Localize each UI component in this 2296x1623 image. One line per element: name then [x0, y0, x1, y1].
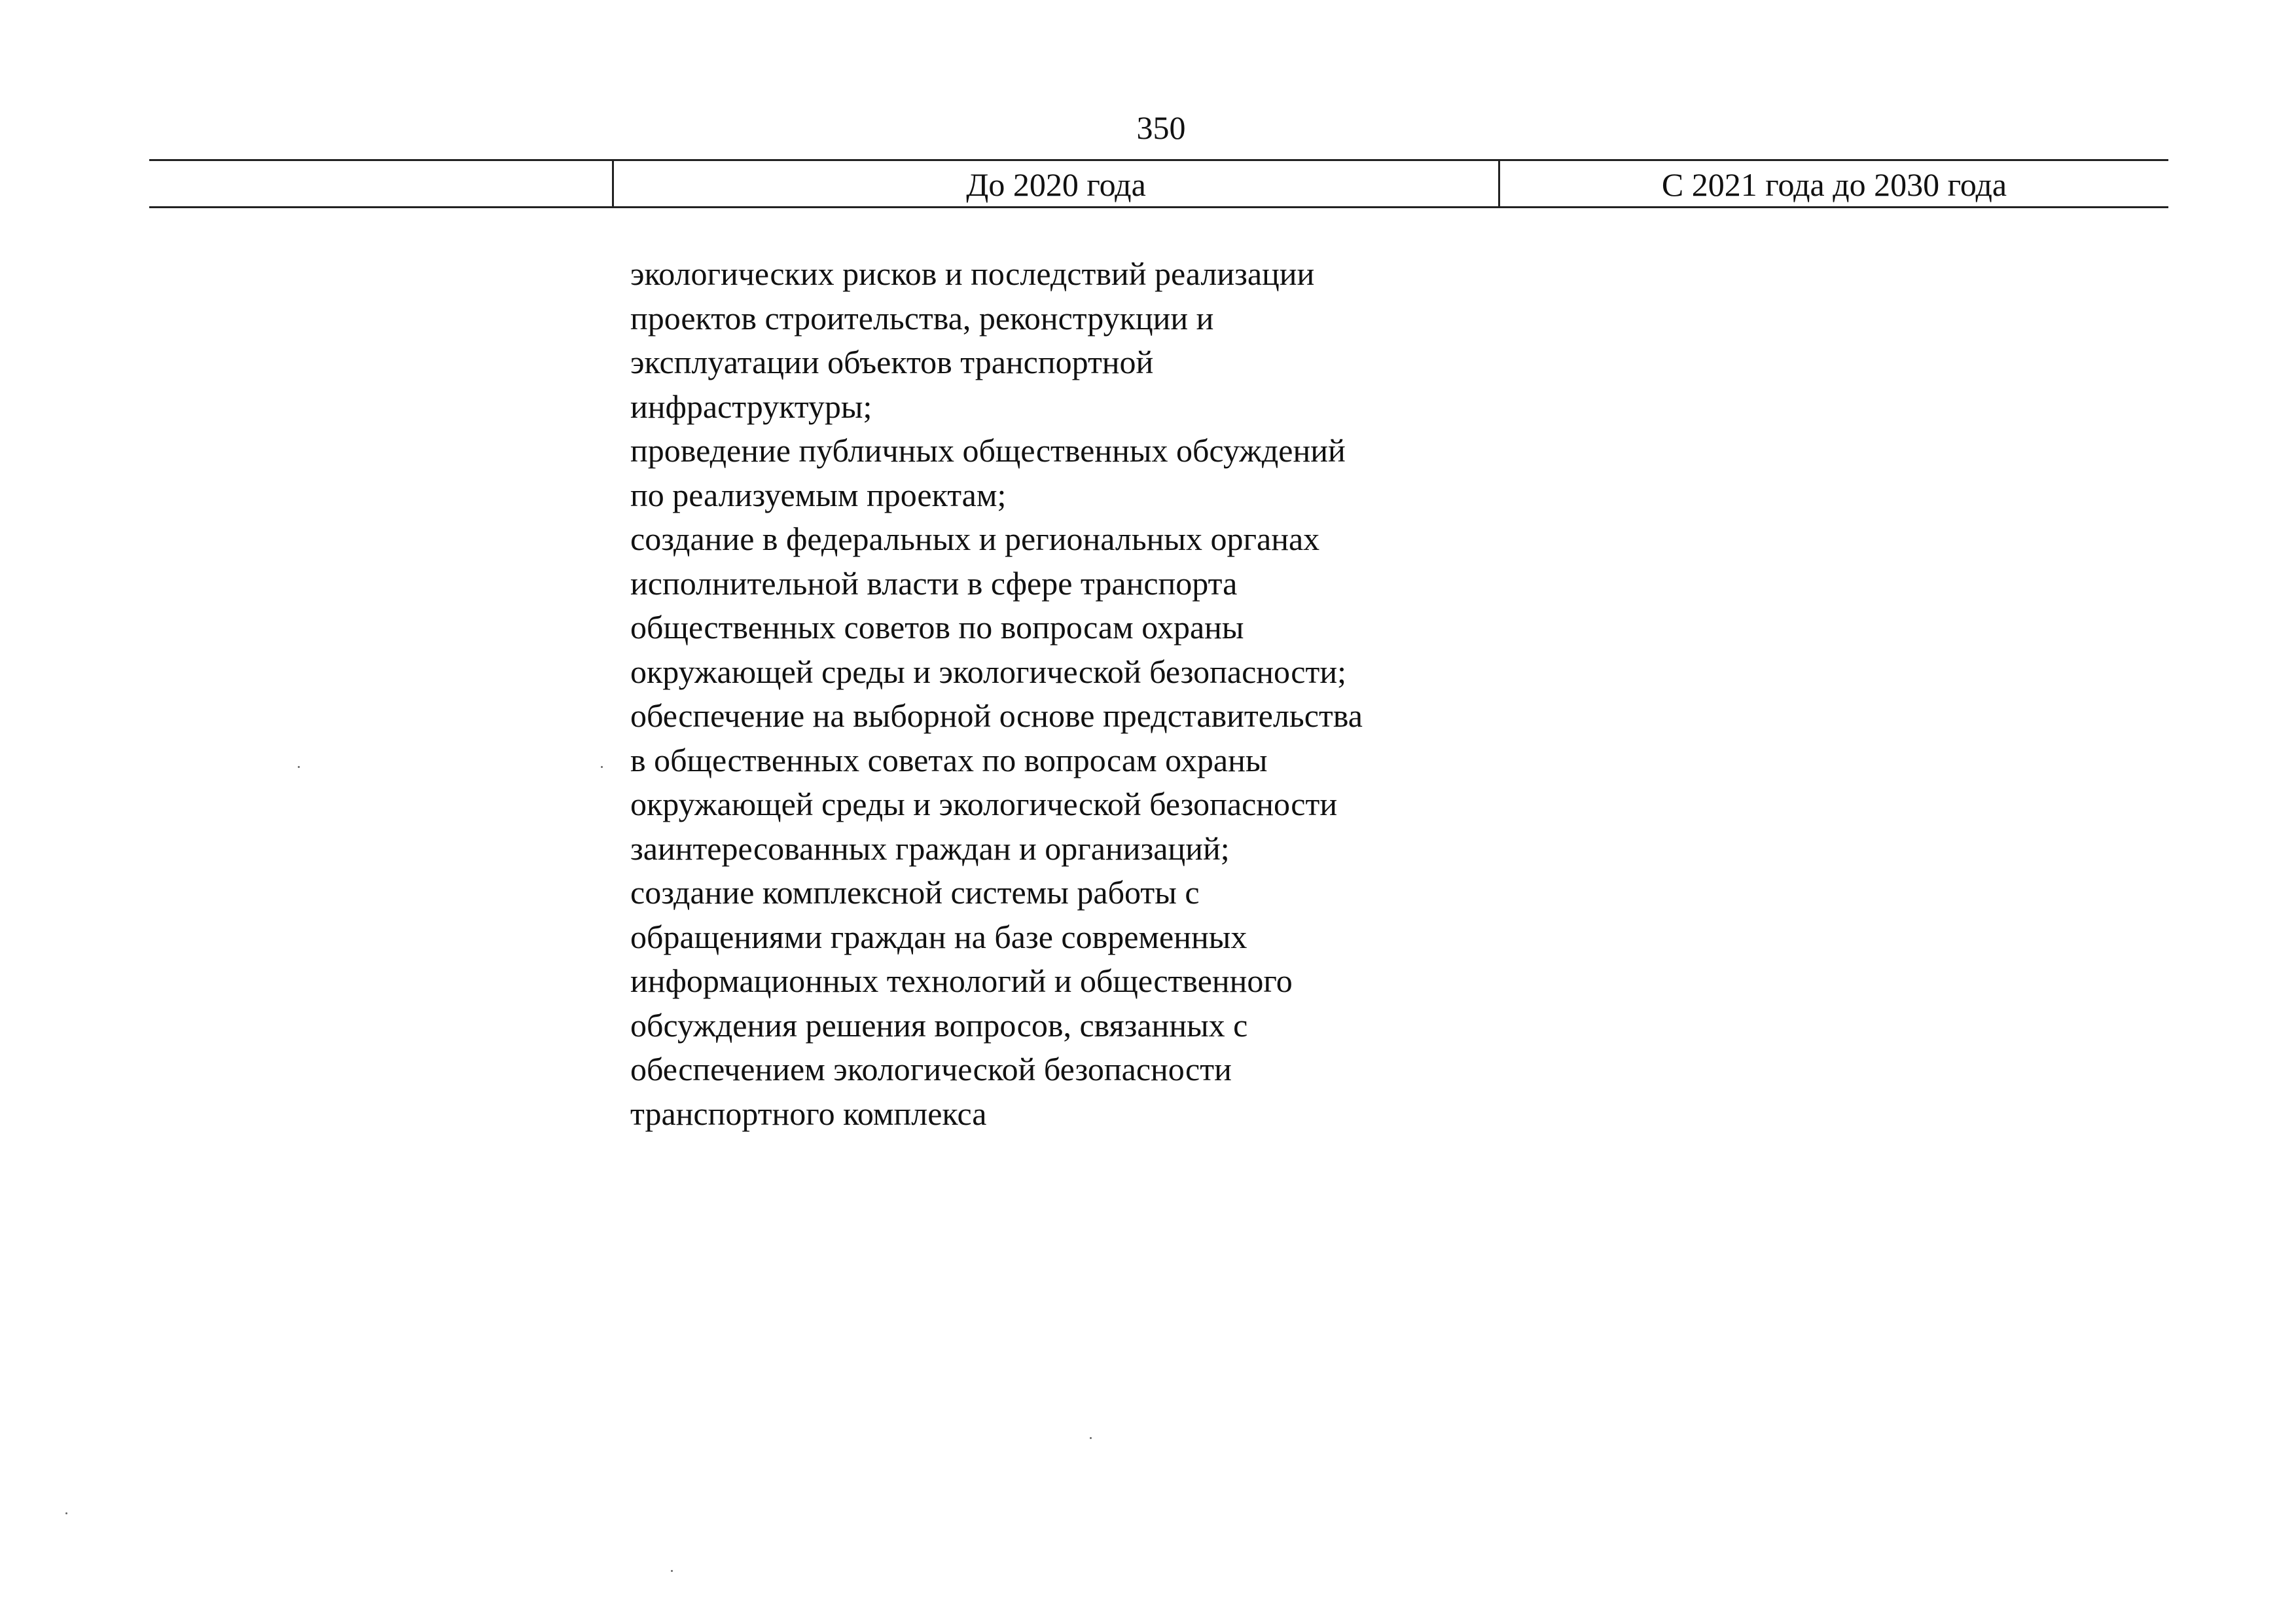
table-header [149, 159, 2168, 208]
text-line: создание комплексной системы работы с [630, 874, 1200, 911]
text-line: транспортного комплекса [630, 1095, 987, 1132]
text-line: исполнительной власти в сфере транспорта [630, 564, 1238, 602]
column-header-until-2020: До 2020 года [966, 166, 1146, 203]
page-number: 350 [1136, 109, 1186, 146]
measures-text-block [630, 252, 1560, 1136]
text-line: проведение публичных общественных обсуждений [630, 432, 1346, 469]
scan-speck [671, 1570, 673, 1572]
text-line: создание в федеральных и региональных органах [630, 520, 1320, 557]
scan-speck [65, 1512, 67, 1514]
text-line: обеспечение на выборной основе представительства [630, 697, 1363, 734]
text-line: окружающей среды и экологической безопасности [630, 786, 1338, 822]
scan-speck [298, 766, 300, 768]
text-line: проектов строительства, реконструкции и [630, 299, 1214, 337]
column-header-2021-2030: С 2021 года до 2030 года [1661, 166, 2007, 203]
text-line: окружающей среды и экологической безопасности; [630, 653, 1346, 690]
text-line: обсуждения решения вопросов, связанных с [630, 1006, 1248, 1044]
text-line: инфраструктуры; [630, 388, 872, 425]
text-line: информационных технологий и общественного [630, 962, 1293, 999]
text-line: эксплуатации объектов транспортной [630, 344, 1154, 380]
text-line: заинтересованных граждан и организаций; [630, 830, 1230, 867]
text-line: общественных советов по вопросам охраны [630, 609, 1244, 646]
text-line: обращениями граждан на базе современных [630, 918, 1247, 955]
scan-speck [601, 766, 603, 768]
scan-speck [1090, 1437, 1092, 1439]
text-line: в общественных советах по вопросам охраны [630, 741, 1268, 778]
text-line: по реализуемым проектам; [630, 476, 1007, 513]
text-line: экологических рисков и последствий реализации [630, 255, 1315, 292]
text-line: обеспечением экологической безопасности [630, 1051, 1232, 1087]
